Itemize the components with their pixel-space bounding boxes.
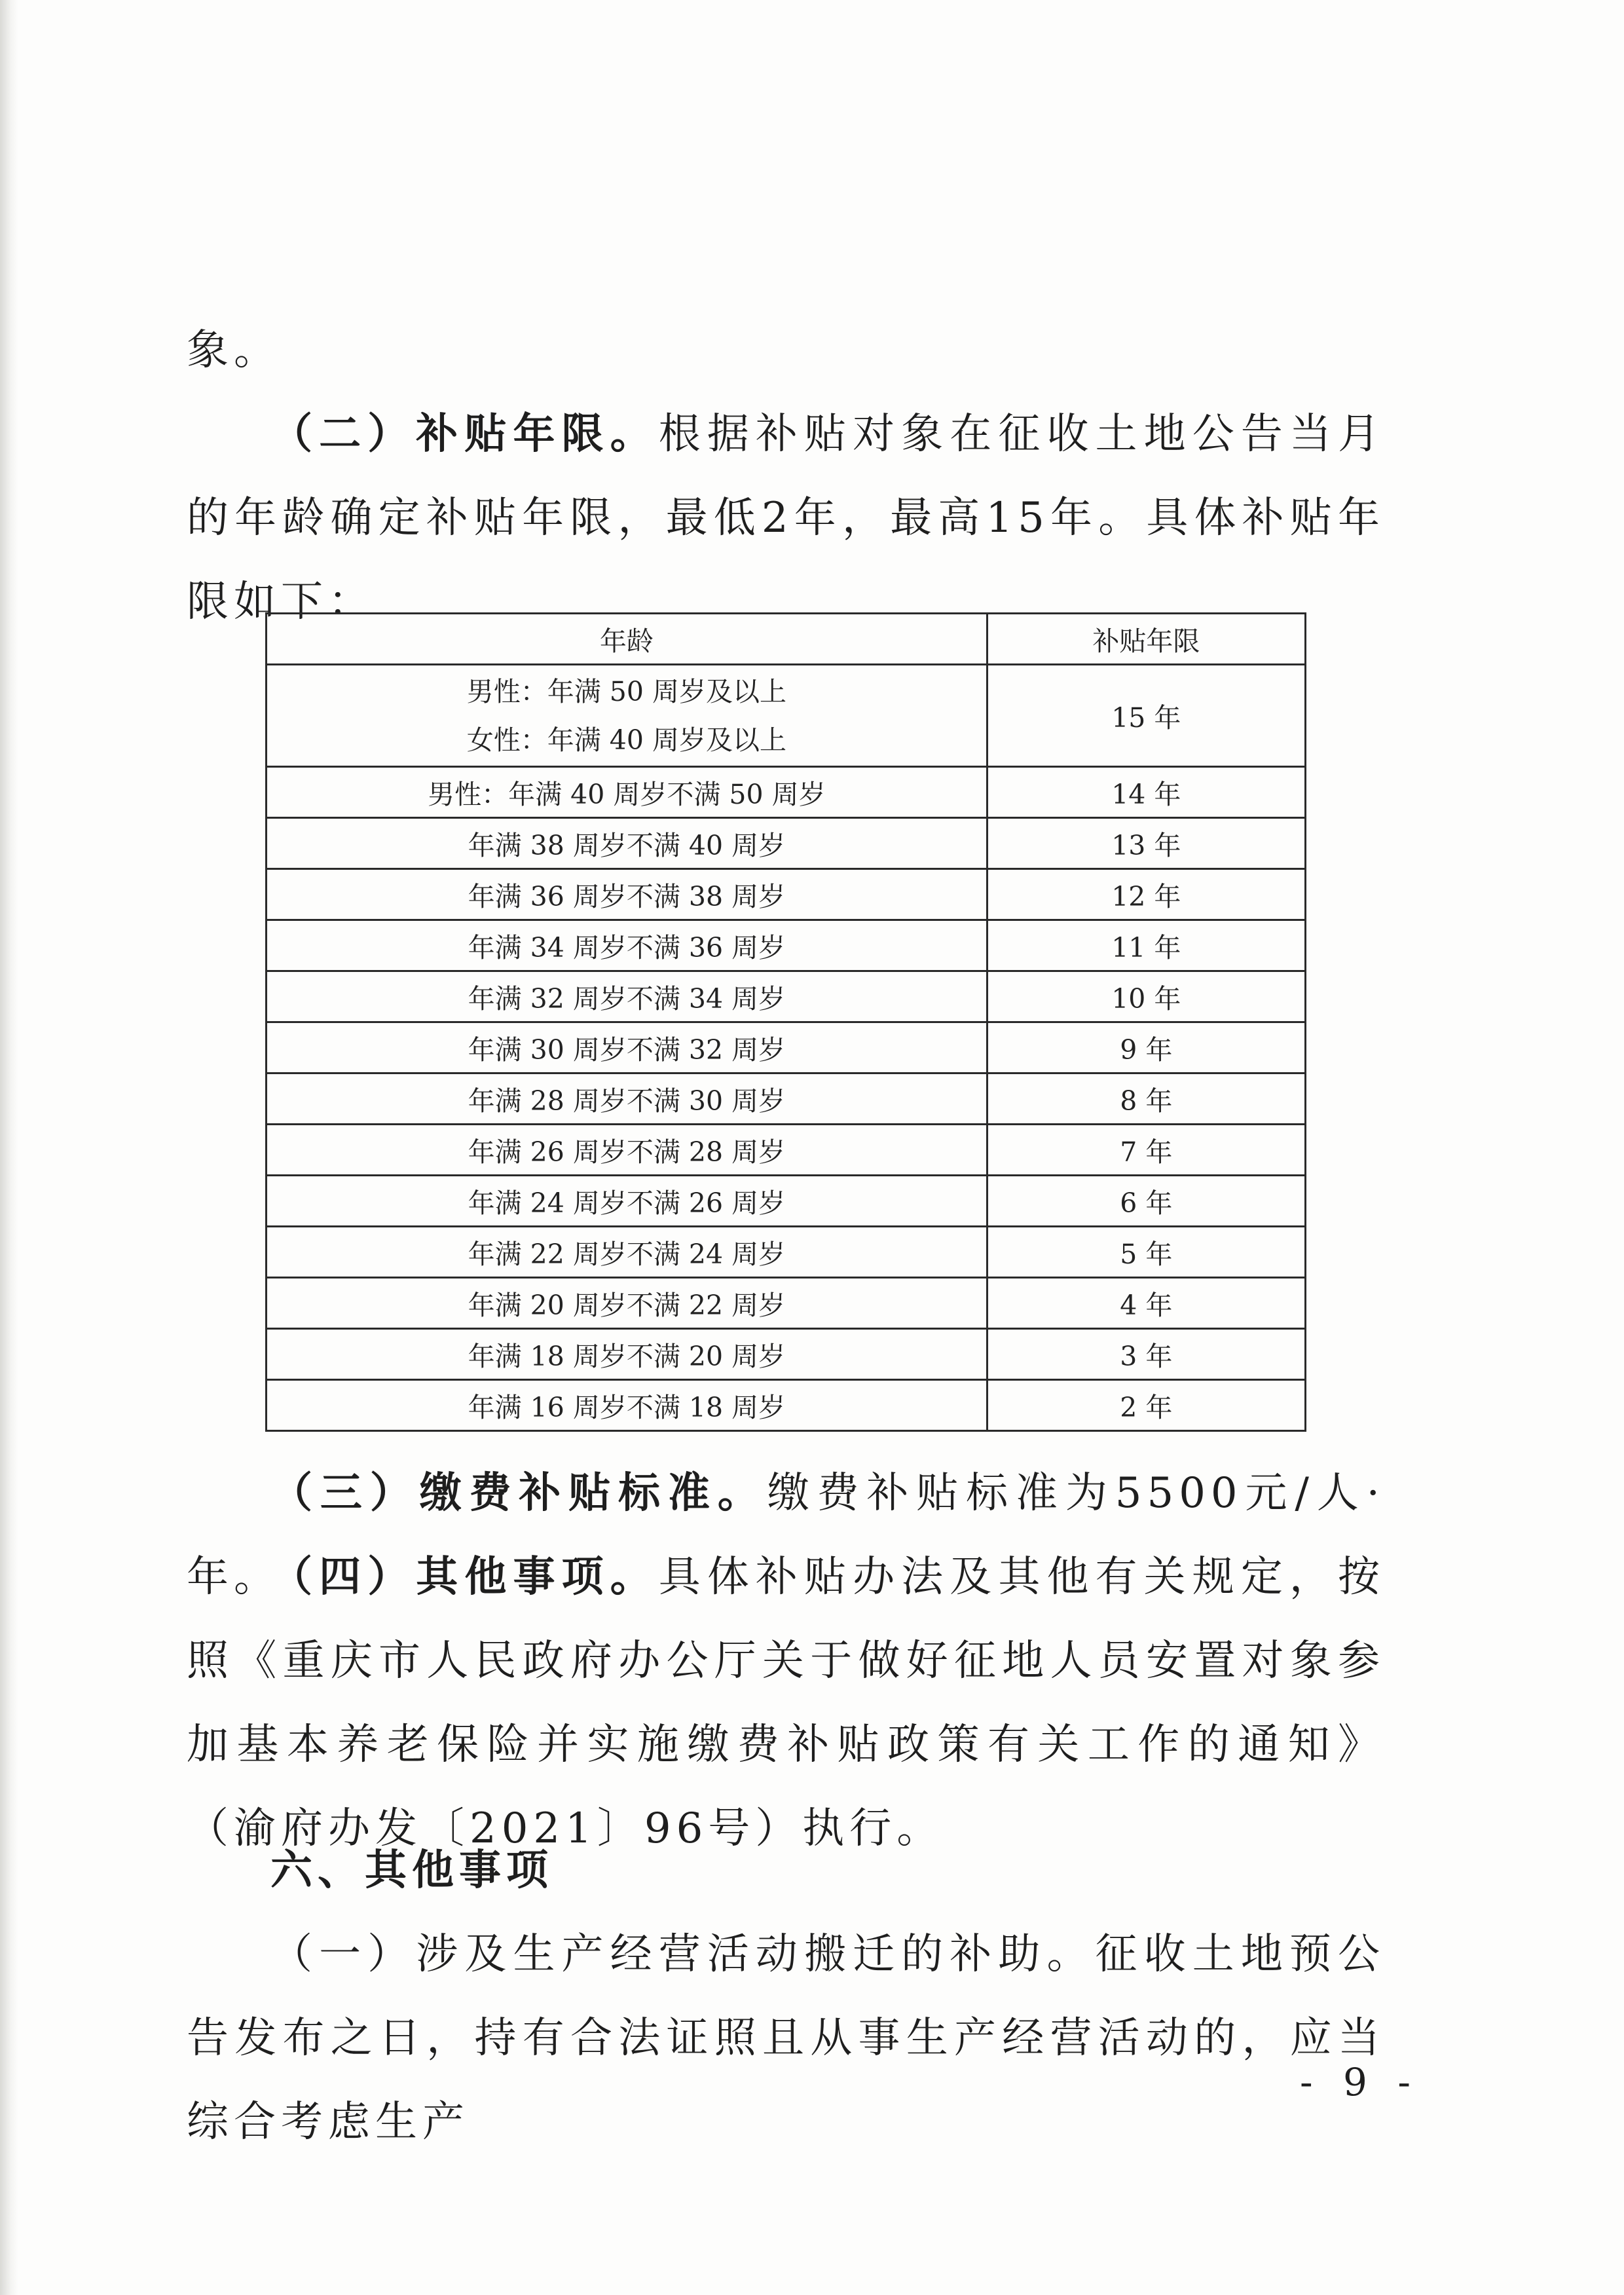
age-line-female: 女性：年满 40 周岁及以上 xyxy=(466,724,786,756)
other-matters-heading: （四）其他事项。 xyxy=(270,1552,659,1601)
paragraph-subsidy-years xyxy=(187,392,1385,644)
years-cell: 12 年 xyxy=(987,869,1305,920)
table-row xyxy=(267,869,1306,920)
relocation-subsidy-text: （一）涉及生产经营活动搬迁的补助。征收土地预公告发布之日，持有合法证照且从事生产经营活动的，应当综合考虑生产 xyxy=(187,1930,1385,2146)
header-subsidy-years: 补贴年限 xyxy=(987,614,1305,665)
table-row xyxy=(267,1022,1306,1073)
age-cell: 年满 38 周岁不满 40 周岁 xyxy=(267,818,987,869)
paragraph-other-matters xyxy=(187,1535,1385,1871)
age-cell: 年满 36 周岁不满 38 周岁 xyxy=(267,869,987,920)
age-cell: 年满 20 周岁不满 22 周岁 xyxy=(267,1278,987,1329)
table-row xyxy=(267,1125,1306,1176)
age-cell: 年满 24 周岁不满 26 周岁 xyxy=(267,1176,987,1227)
table-row xyxy=(267,818,1306,869)
age-cell: 年满 30 周岁不满 32 周岁 xyxy=(267,1022,987,1073)
years-cell: 7 年 xyxy=(987,1125,1305,1176)
years-cell: 11 年 xyxy=(987,920,1305,971)
table-row xyxy=(267,1176,1306,1227)
table-row xyxy=(267,1278,1306,1329)
paragraph-continuation-text: 象。 xyxy=(187,326,281,375)
subsidy-years-body: 根据补贴对象在征收土地公告当月的年龄确定补贴年限，最低2年，最高15年。具体补贴年限如下： xyxy=(187,410,1386,626)
table-row xyxy=(267,1073,1306,1125)
age-cell: 年满 18 周岁不满 20 周岁 xyxy=(267,1329,987,1380)
table-row xyxy=(267,971,1306,1022)
table-row xyxy=(267,920,1306,971)
age-cell: 年满 28 周岁不满 30 周岁 xyxy=(267,1073,987,1125)
payment-standard-heading: （三）缴费补贴标准。 xyxy=(270,1468,767,1518)
paragraph-relocation-subsidy xyxy=(187,1912,1385,2164)
years-cell: 9 年 xyxy=(987,1022,1305,1073)
age-cell: 男性：年满 40 周岁不满 50 周岁 xyxy=(267,767,987,818)
age-cell: 年满 22 周岁不满 24 周岁 xyxy=(267,1227,987,1278)
table-row xyxy=(267,1227,1306,1278)
age-cell: 年满 34 周岁不满 36 周岁 xyxy=(267,920,987,971)
years-cell: 15 年 xyxy=(987,665,1305,767)
subsidy-years-heading: （二）补贴年限。 xyxy=(270,409,659,458)
paragraph-continuation xyxy=(187,308,1385,392)
table-row xyxy=(267,1380,1306,1431)
section-heading-six: 六、其他事项 xyxy=(270,1846,553,1895)
age-cell: 年满 32 周岁不满 34 周岁 xyxy=(267,971,987,1022)
page-number: - 9 - xyxy=(1300,2060,1420,2104)
header-age: 年龄 xyxy=(267,614,987,665)
table-header-row xyxy=(267,614,1306,665)
age-line-male: 男性：年满 50 周岁及以上 xyxy=(466,675,786,707)
years-cell: 4 年 xyxy=(987,1278,1305,1329)
other-matters-body: 具体补贴办法及其他有关规定，按照《重庆市人民政府办公厅关于做好征地人员安置对象参加基本养老保险并实施缴费补贴政策有关工作的通知》（渝府办发〔2021〕96号）执行。 xyxy=(187,1553,1386,1853)
years-cell: 14 年 xyxy=(987,767,1305,818)
years-cell: 3 年 xyxy=(987,1329,1305,1380)
table-row xyxy=(267,1329,1306,1380)
years-cell: 2 年 xyxy=(987,1380,1305,1431)
scan-edge-shadow xyxy=(0,0,18,2295)
age-cell xyxy=(267,665,987,767)
years-cell: 10 年 xyxy=(987,971,1305,1022)
subsidy-years-table xyxy=(265,612,1306,1432)
table-row xyxy=(267,665,1306,767)
age-cell: 年满 16 周岁不满 18 周岁 xyxy=(267,1380,987,1431)
payment-standard-body: 缴费补贴标准为5500元/人·年。 xyxy=(187,1469,1386,1601)
years-cell: 5 年 xyxy=(987,1227,1305,1278)
years-cell: 13 年 xyxy=(987,818,1305,869)
years-cell: 6 年 xyxy=(987,1176,1305,1227)
years-cell: 8 年 xyxy=(987,1073,1305,1125)
table-row xyxy=(267,767,1306,818)
age-cell: 年满 26 周岁不满 28 周岁 xyxy=(267,1125,987,1176)
